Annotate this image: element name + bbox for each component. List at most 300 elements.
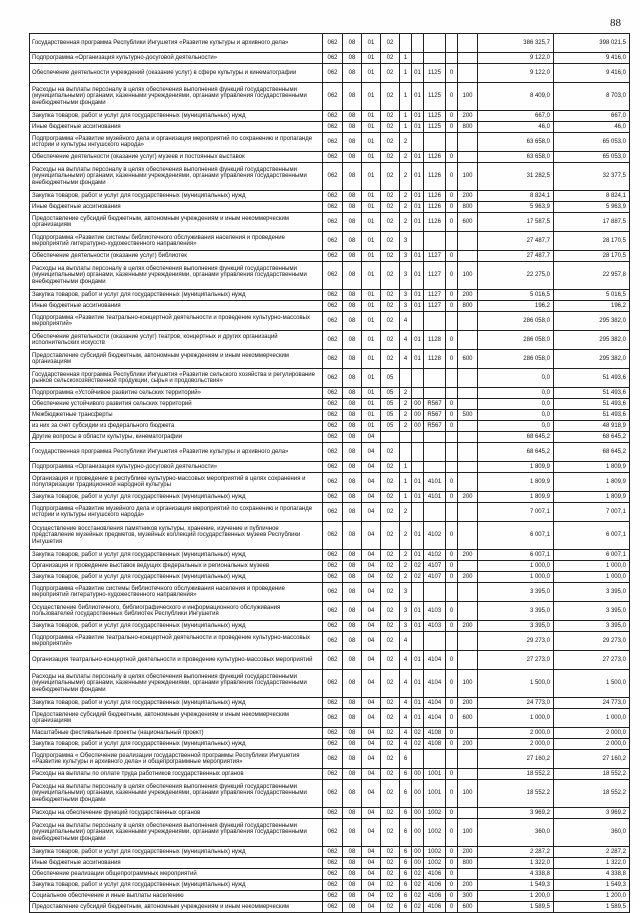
program-code: 02 — [381, 550, 400, 561]
activity-code — [412, 432, 424, 443]
program-code: 02 — [381, 750, 400, 769]
amount-year-2: 51 493,6 — [554, 369, 630, 388]
extra-code: 0 — [446, 290, 458, 301]
section-code: 08 — [343, 709, 362, 728]
subsection-code: 04 — [362, 492, 381, 503]
extra-code: 0 — [446, 780, 458, 808]
table-row — [30, 34, 630, 53]
section-code: 08 — [343, 399, 362, 410]
section-code: 08 — [343, 602, 362, 621]
program-code: 02 — [381, 632, 400, 651]
activity-code: 01 — [412, 64, 424, 83]
program-code: 02 — [381, 83, 400, 111]
program-code: 02 — [381, 572, 400, 583]
direction-code — [424, 432, 446, 443]
table-row — [30, 301, 630, 312]
subsection-code: 04 — [362, 473, 381, 492]
program-code: 02 — [381, 232, 400, 251]
subprogram-code: 6 — [400, 869, 412, 880]
extra-code: 0 — [446, 651, 458, 670]
activity-code: 01 — [412, 122, 424, 133]
row-name: Государственная программа Республики Ингушетия «Развитие культуры и архивного дела» — [30, 443, 323, 462]
activity-code: 00 — [412, 780, 424, 808]
activity-code: 00 — [412, 847, 424, 858]
table-row — [30, 202, 630, 213]
direction-code — [424, 133, 446, 152]
expense-type-code — [458, 561, 478, 572]
ministry-code: 062 — [323, 432, 343, 443]
subprogram-code: 6 — [400, 902, 412, 913]
extra-code — [446, 750, 458, 769]
program-code: 02 — [381, 522, 400, 550]
section-code: 08 — [343, 492, 362, 503]
section-code: 08 — [343, 111, 362, 122]
direction-code — [424, 34, 446, 53]
row-name: Расходы на выплаты персоналу в целях обеспечения выполнения функций государственными (муниципальными) органами, казенными учреждениями, органами управления государственными внебюджетными фондами — [30, 780, 323, 808]
section-code: 08 — [343, 651, 362, 670]
amount-year-1: 31 282,5 — [478, 163, 554, 191]
row-name: Расходы на выплаты персоналу в целях обеспечения выполнения функций государственными (муниципальными) органами, казенными учреждениями, органами управления государственными внебюджетными фондами — [30, 83, 323, 111]
extra-code: 0 — [446, 350, 458, 369]
activity-code: 01 — [412, 213, 424, 232]
direction-code — [424, 53, 446, 64]
amount-year-1: 68 645,2 — [478, 432, 554, 443]
table-row — [30, 53, 630, 64]
extra-code: 0 — [446, 163, 458, 191]
subprogram-code: 2 — [400, 213, 412, 232]
table-row — [30, 858, 630, 869]
amount-year-2: 196,2 — [554, 301, 630, 312]
row-name: из них за счет субсидии из федерального бюджета — [30, 421, 323, 432]
amount-year-1: 27 487,7 — [478, 232, 554, 251]
activity-code: 01 — [412, 152, 424, 163]
row-name: Социальное обеспечение и иные выплаты населению — [30, 891, 323, 902]
program-code: 02 — [381, 602, 400, 621]
subsection-code: 01 — [362, 122, 381, 133]
subsection-code: 01 — [362, 251, 381, 262]
table-row — [30, 869, 630, 880]
subprogram-code: 1 — [400, 492, 412, 503]
subprogram-code — [400, 443, 412, 462]
row-name: Обеспечение деятельности учреждений (оказание услуг) в сфере культуры и кинематографии — [30, 64, 323, 83]
row-name: Обеспечение деятельности (оказание услуг) библиотек — [30, 251, 323, 262]
amount-year-2: 65 053,0 — [554, 133, 630, 152]
ministry-code: 062 — [323, 522, 343, 550]
amount-year-2: 51 493,6 — [554, 388, 630, 399]
activity-code: 00 — [412, 421, 424, 432]
activity-code: 01 — [412, 301, 424, 312]
subsection-code: 01 — [362, 410, 381, 421]
direction-code: 4107 — [424, 572, 446, 583]
amount-year-1: 3 395,0 — [478, 583, 554, 602]
subprogram-code: 4 — [400, 670, 412, 698]
row-name: Организация и проведение в республике культурно-массовых мероприятий в целях сохранения и популяризации традиционной народной культуры — [30, 473, 323, 492]
expense-type-code — [458, 421, 478, 432]
extra-code: 0 — [446, 473, 458, 492]
program-code: 02 — [381, 133, 400, 152]
ministry-code: 062 — [323, 312, 343, 331]
program-code: 05 — [381, 369, 400, 388]
program-code: 05 — [381, 388, 400, 399]
subsection-code: 04 — [362, 709, 381, 728]
amount-year-1: 1 809,9 — [478, 473, 554, 492]
ministry-code: 062 — [323, 399, 343, 410]
row-name: Организация театрально-концертной деятельности и проведение культурно-массовых мероприятий — [30, 651, 323, 670]
amount-year-2: 2 000,0 — [554, 728, 630, 739]
amount-year-1: 6 007,1 — [478, 550, 554, 561]
amount-year-2: 65 053,0 — [554, 152, 630, 163]
subsection-code: 04 — [362, 561, 381, 572]
amount-year-2: 1 589,5 — [554, 902, 630, 913]
ministry-code: 062 — [323, 880, 343, 891]
table-row — [30, 473, 630, 492]
section-code: 08 — [343, 632, 362, 651]
table-row — [30, 122, 630, 133]
amount-year-1: 46,0 — [478, 122, 554, 133]
expense-type-code — [458, 808, 478, 819]
ministry-code: 062 — [323, 34, 343, 53]
activity-code — [412, 232, 424, 251]
expense-type-code: 100 — [458, 819, 478, 847]
expense-type-code — [458, 473, 478, 492]
table-row — [30, 769, 630, 780]
subsection-code: 04 — [362, 902, 381, 913]
section-code: 08 — [343, 163, 362, 191]
extra-code: 0 — [446, 522, 458, 550]
subsection-code: 04 — [362, 621, 381, 632]
table-row — [30, 902, 630, 913]
direction-code: R567 — [424, 399, 446, 410]
amount-year-1: 4 338,8 — [478, 869, 554, 880]
extra-code: 0 — [446, 728, 458, 739]
activity-code: 01 — [412, 522, 424, 550]
subsection-code: 04 — [362, 858, 381, 869]
row-name: Осуществление библиотечного, библиографического и информационного обслуживания пользователей государственных библиотек Республики Ингушетия — [30, 602, 323, 621]
row-name: Закупка товаров, работ и услуг для государственных (муниципальных) нужд — [30, 191, 323, 202]
amount-year-2: 1 549,3 — [554, 880, 630, 891]
subprogram-code: 2 — [400, 152, 412, 163]
activity-code: 01 — [412, 163, 424, 191]
expense-type-code: 200 — [458, 739, 478, 750]
amount-year-2: 360,0 — [554, 819, 630, 847]
amount-year-1: 68 645,2 — [478, 443, 554, 462]
activity-code — [412, 369, 424, 388]
direction-code: 4101 — [424, 492, 446, 503]
extra-code: 0 — [446, 331, 458, 350]
subprogram-code: 3 — [400, 301, 412, 312]
amount-year-1: 5 963,9 — [478, 202, 554, 213]
amount-year-1: 0,0 — [478, 399, 554, 410]
direction-code: 4106 — [424, 869, 446, 880]
ministry-code: 062 — [323, 750, 343, 769]
activity-code: 01 — [412, 651, 424, 670]
ministry-code: 062 — [323, 388, 343, 399]
table-row — [30, 262, 630, 290]
subsection-code: 04 — [362, 880, 381, 891]
amount-year-1: 196,2 — [478, 301, 554, 312]
activity-code — [412, 462, 424, 473]
row-name: Подпрограмма «Организация культурно-досуговой деятельности» — [30, 53, 323, 64]
section-code: 08 — [343, 191, 362, 202]
expense-type-code — [458, 602, 478, 621]
table-row — [30, 621, 630, 632]
extra-code: 0 — [446, 739, 458, 750]
table-row — [30, 561, 630, 572]
subsection-code: 01 — [362, 262, 381, 290]
direction-code — [424, 583, 446, 602]
extra-code: 0 — [446, 251, 458, 262]
program-code: 02 — [381, 739, 400, 750]
amount-year-2: 68 645,2 — [554, 443, 630, 462]
direction-code: 4103 — [424, 602, 446, 621]
program-code: 05 — [381, 410, 400, 421]
subprogram-code: 6 — [400, 750, 412, 769]
program-code: 02 — [381, 152, 400, 163]
subsection-code: 04 — [362, 728, 381, 739]
subprogram-code: 1 — [400, 473, 412, 492]
extra-code — [446, 312, 458, 331]
ministry-code: 062 — [323, 262, 343, 290]
ministry-code: 062 — [323, 443, 343, 462]
direction-code: 4103 — [424, 621, 446, 632]
section-code: 08 — [343, 503, 362, 522]
ministry-code: 062 — [323, 111, 343, 122]
activity-code: 01 — [412, 331, 424, 350]
subsection-code: 01 — [362, 388, 381, 399]
subsection-code: 01 — [362, 331, 381, 350]
amount-year-2: 1 809,9 — [554, 473, 630, 492]
subsection-code: 04 — [362, 670, 381, 698]
section-code: 08 — [343, 583, 362, 602]
ministry-code: 062 — [323, 869, 343, 880]
subsection-code: 04 — [362, 503, 381, 522]
ministry-code: 062 — [323, 602, 343, 621]
activity-code: 01 — [412, 602, 424, 621]
program-code: 02 — [381, 34, 400, 53]
section-code: 08 — [343, 847, 362, 858]
subprogram-code: 2 — [400, 410, 412, 421]
table-row — [30, 232, 630, 251]
direction-code: 1125 — [424, 83, 446, 111]
direction-code: 1001 — [424, 780, 446, 808]
amount-year-1: 1 500,0 — [478, 670, 554, 698]
subsection-code: 01 — [362, 133, 381, 152]
amount-year-2: 68 645,2 — [554, 432, 630, 443]
table-row — [30, 421, 630, 432]
ministry-code: 062 — [323, 572, 343, 583]
program-code: 02 — [381, 583, 400, 602]
ministry-code: 062 — [323, 410, 343, 421]
table-row — [30, 163, 630, 191]
section-code: 08 — [343, 891, 362, 902]
subsection-code: 04 — [362, 550, 381, 561]
section-code: 08 — [343, 251, 362, 262]
section-code: 08 — [343, 550, 362, 561]
activity-code: 01 — [412, 550, 424, 561]
table-row — [30, 572, 630, 583]
expense-type-code — [458, 388, 478, 399]
extra-code: 0 — [446, 111, 458, 122]
amount-year-2: 398 021,5 — [554, 34, 630, 53]
amount-year-1: 386 325,7 — [478, 34, 554, 53]
table-row — [30, 819, 630, 847]
amount-year-2: 3 395,0 — [554, 621, 630, 632]
ministry-code: 062 — [323, 163, 343, 191]
amount-year-1: 18 552,2 — [478, 769, 554, 780]
extra-code: 0 — [446, 819, 458, 847]
extra-code: 0 — [446, 880, 458, 891]
activity-code: 00 — [412, 819, 424, 847]
direction-code: 4108 — [424, 728, 446, 739]
subprogram-code: 6 — [400, 780, 412, 808]
section-code: 08 — [343, 369, 362, 388]
subprogram-code: 2 — [400, 163, 412, 191]
ministry-code: 062 — [323, 728, 343, 739]
activity-code: 01 — [412, 290, 424, 301]
program-code: 02 — [381, 122, 400, 133]
section-code: 08 — [343, 83, 362, 111]
amount-year-1: 2 000,0 — [478, 728, 554, 739]
extra-code: 0 — [446, 421, 458, 432]
row-name: Обеспечение деятельности (оказание услуг) театров, концертных и других организаций исполнительских искусств — [30, 331, 323, 350]
subprogram-code: 3 — [400, 262, 412, 290]
row-name: Закупка товаров, работ и услуг для государственных (муниципальных) нужд — [30, 698, 323, 709]
section-code: 08 — [343, 232, 362, 251]
section-code: 08 — [343, 670, 362, 698]
program-code: 02 — [381, 473, 400, 492]
section-code: 08 — [343, 410, 362, 421]
extra-code: 0 — [446, 152, 458, 163]
row-name: Межбюджетные трансферты — [30, 410, 323, 421]
row-name: Предоставление субсидий бюджетным, автономным учреждениям и иным некоммерческим организациям — [30, 350, 323, 369]
ministry-code: 062 — [323, 621, 343, 632]
amount-year-1: 63 658,0 — [478, 152, 554, 163]
row-name: Подпрограмма « Обеспечение реализации государственной программы Республики Ингушетия «Развитие культуры и архивного дела» и общепрограммные мероприятия» — [30, 750, 323, 769]
expense-type-code: 300 — [458, 891, 478, 902]
ministry-code: 062 — [323, 191, 343, 202]
extra-code — [446, 443, 458, 462]
activity-code: 01 — [412, 709, 424, 728]
direction-code: 1126 — [424, 163, 446, 191]
ministry-code: 062 — [323, 301, 343, 312]
section-code: 08 — [343, 728, 362, 739]
subprogram-code: 2 — [400, 133, 412, 152]
program-code: 02 — [381, 262, 400, 290]
amount-year-2: 1 200,0 — [554, 891, 630, 902]
program-code: 02 — [381, 819, 400, 847]
ministry-code: 062 — [323, 891, 343, 902]
row-name: Осуществление восстановления памятников культуры, хранение, изучение и публичное представление музейных предметов, музейных коллекций государственных музеев Республики Ингушетия — [30, 522, 323, 550]
direction-code: R567 — [424, 410, 446, 421]
row-name: Закупка товаров, работ и услуг для государственных (муниципальных) нужд — [30, 739, 323, 750]
row-name: Закупка товаров, работ и услуг для государственных (муниципальных) нужд — [30, 572, 323, 583]
subprogram-code: 1 — [400, 53, 412, 64]
subsection-code: 04 — [362, 443, 381, 462]
amount-year-2: 667,0 — [554, 111, 630, 122]
subsection-code: 04 — [362, 632, 381, 651]
amount-year-2: 18 552,2 — [554, 769, 630, 780]
expense-type-code: 100 — [458, 670, 478, 698]
row-name: Расходы на выплаты персоналу в целях обеспечения выполнения функций государственными (муниципальными) органами, казенными учреждениями, органами управления государственными внебюджетными фондами — [30, 163, 323, 191]
program-code: 02 — [381, 709, 400, 728]
ministry-code: 062 — [323, 232, 343, 251]
table-row — [30, 602, 630, 621]
subsection-code: 01 — [362, 163, 381, 191]
expense-type-code: 100 — [458, 163, 478, 191]
program-code: 05 — [381, 421, 400, 432]
subprogram-code: 2 — [400, 503, 412, 522]
row-name: Другие вопросы в области культуры, кинематографии — [30, 432, 323, 443]
amount-year-1: 8 824,1 — [478, 191, 554, 202]
direction-code — [424, 388, 446, 399]
ministry-code: 062 — [323, 739, 343, 750]
table-row — [30, 350, 630, 369]
expense-type-code — [458, 728, 478, 739]
amount-year-2: 3 395,0 — [554, 602, 630, 621]
subprogram-code: 2 — [400, 202, 412, 213]
section-code: 08 — [343, 262, 362, 290]
expense-type-code: 200 — [458, 191, 478, 202]
direction-code — [424, 632, 446, 651]
subsection-code: 01 — [362, 191, 381, 202]
direction-code: R567 — [424, 421, 446, 432]
ministry-code: 062 — [323, 133, 343, 152]
row-name: Подпрограмма «Развитие музейного дела и организация мероприятий по сохранению и пропаганде истории и культуры ингушского народа» — [30, 503, 323, 522]
subprogram-code: 3 — [400, 621, 412, 632]
amount-year-1: 0,0 — [478, 369, 554, 388]
extra-code: 0 — [446, 891, 458, 902]
amount-year-1: 9 122,0 — [478, 53, 554, 64]
row-name: Подпрограмма «Развитие театрально-концертной деятельности и проведение культурно-массовых мероприятий» — [30, 312, 323, 331]
table-row — [30, 312, 630, 331]
subprogram-code: 6 — [400, 808, 412, 819]
section-code: 08 — [343, 858, 362, 869]
section-code: 08 — [343, 880, 362, 891]
ministry-code: 062 — [323, 670, 343, 698]
subsection-code: 04 — [362, 698, 381, 709]
section-code: 08 — [343, 819, 362, 847]
ministry-code: 062 — [323, 473, 343, 492]
program-code: 02 — [381, 301, 400, 312]
amount-year-2: 1 809,9 — [554, 492, 630, 503]
activity-code — [412, 53, 424, 64]
subsection-code: 04 — [362, 891, 381, 902]
amount-year-1: 286 058,0 — [478, 350, 554, 369]
activity-code — [412, 750, 424, 769]
expense-type-code — [458, 133, 478, 152]
activity-code: 01 — [412, 202, 424, 213]
expense-type-code: 600 — [458, 709, 478, 728]
ministry-code: 062 — [323, 83, 343, 111]
direction-code: 4106 — [424, 891, 446, 902]
subsection-code: 04 — [362, 522, 381, 550]
subprogram-code: 1 — [400, 83, 412, 111]
expense-type-code — [458, 443, 478, 462]
subprogram-code: 2 — [400, 399, 412, 410]
amount-year-2: 9 416,0 — [554, 64, 630, 83]
amount-year-1: 6 007,1 — [478, 522, 554, 550]
table-row — [30, 331, 630, 350]
table-row — [30, 522, 630, 550]
extra-code: 0 — [446, 410, 458, 421]
extra-code: 0 — [446, 602, 458, 621]
ministry-code: 062 — [323, 213, 343, 232]
ministry-code: 062 — [323, 202, 343, 213]
direction-code: 4107 — [424, 561, 446, 572]
program-code: 02 — [381, 191, 400, 202]
expense-type-code — [458, 522, 478, 550]
subsection-code: 01 — [362, 312, 381, 331]
